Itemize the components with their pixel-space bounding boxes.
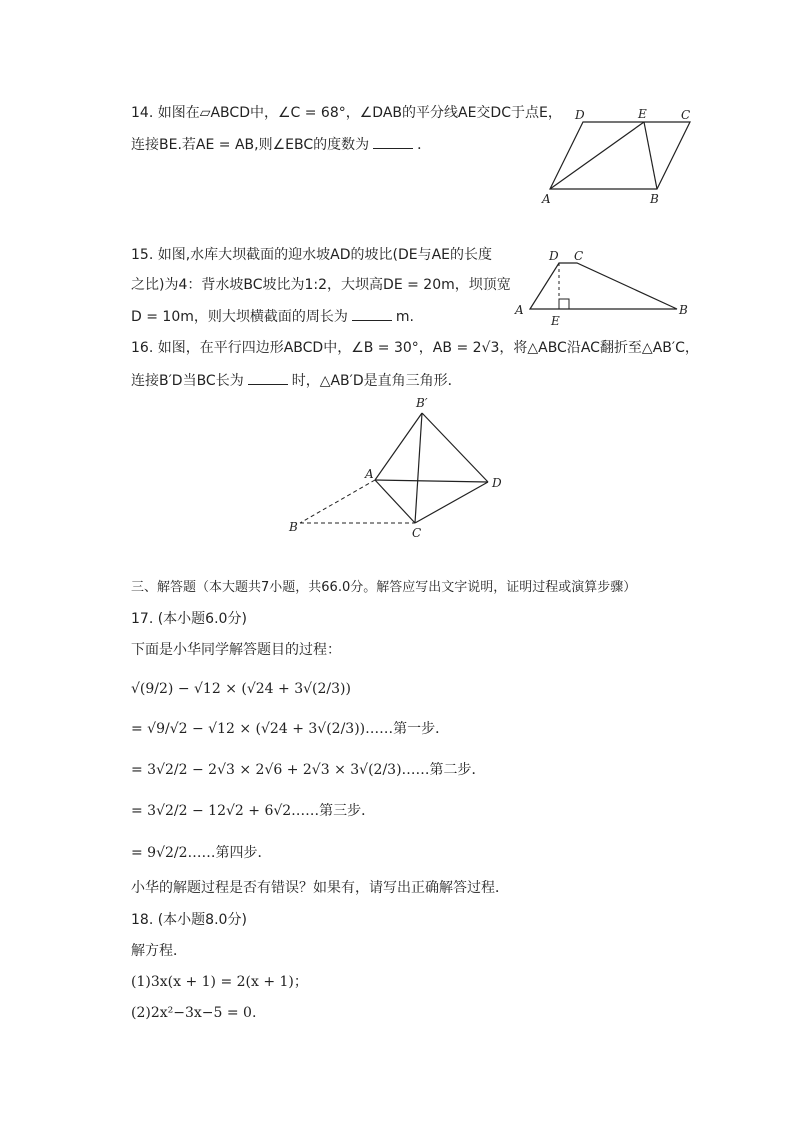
q15-line3-unit: m. xyxy=(395,309,414,325)
q14-line2 xyxy=(131,134,431,155)
q15-line3 xyxy=(131,306,414,327)
q18-equation-1: (1)3x(x + 1) = 2(x + 1)； xyxy=(131,974,308,990)
q17-question: 小华的解题过程是否有错误？如果有，请写出正确解答过程． xyxy=(131,880,509,896)
label-b: B xyxy=(289,520,298,534)
q15-dam-figure xyxy=(510,245,695,330)
q18-intro: 解方程． xyxy=(131,943,187,959)
q18-head: 18. (本小题8.0分) xyxy=(131,912,247,928)
label-e: E xyxy=(551,314,560,328)
segment-ab-prime xyxy=(375,413,422,480)
q14-line2-text: 连接BE.若AE = AB,则∠EBC的度数为 xyxy=(131,137,370,153)
label-b: B xyxy=(679,303,688,317)
q14-answer-blank[interactable] xyxy=(373,134,413,149)
label-c: C xyxy=(412,526,422,540)
q15-line1: 15. 如图,水库大坝截面的迎水坡AD的坡比(DE与AE的长度 xyxy=(131,247,493,263)
q17-intro: 下面是小华同学解答题目的过程： xyxy=(131,642,341,658)
parallelogram-abcd xyxy=(550,122,690,189)
q14-line2-end: ． xyxy=(417,137,432,153)
section-heading: 三、解答题（本大题共7小题，共66.0分。解答应写出文字说明，证明过程或演算步骤） xyxy=(131,580,637,595)
label-a: A xyxy=(542,192,551,206)
q17-head: 17. (本小题6.0分) xyxy=(131,611,247,627)
q17-step1: = √9/√2 − √12 × (√24 + 3√(2/3))……第一步． xyxy=(131,721,450,737)
q14-parallelogram-figure xyxy=(535,103,695,208)
segment-b-prime-d xyxy=(422,413,488,482)
q16-line2 xyxy=(131,370,462,391)
label-d: D xyxy=(575,108,585,122)
q16-fold-figure xyxy=(285,393,510,543)
label-b: B xyxy=(650,192,659,206)
label-c: C xyxy=(574,249,584,263)
label-b-prime: B′ xyxy=(416,396,428,410)
q15-line2: 之比)为4：背水坡BC坡比为1:2，大坝高DE = 20m，坝顶宽 xyxy=(131,277,511,293)
label-d: D xyxy=(492,476,502,490)
q16-line2-text: 连接B′D当BC长为 xyxy=(131,373,244,389)
segment-cd xyxy=(415,482,488,523)
q15-answer-blank[interactable] xyxy=(352,306,392,321)
q16-answer-blank[interactable] xyxy=(248,370,288,385)
q17-step2: = 3√2/2 − 2√3 × 2√6 + 2√3 × 3√(2/3)……第二步． xyxy=(131,762,486,778)
label-a: A xyxy=(365,467,374,481)
segment-b-prime-c xyxy=(415,413,422,523)
q16-line2-end: 时，△AB′D是直角三角形． xyxy=(291,373,462,389)
label-c: C xyxy=(681,108,691,122)
dam-trapezoid xyxy=(530,263,677,309)
q16-line1: 16. 如图，在平行四边形ABCD中，∠B = 30°，AB = 2√3，将△ABC沿AC翻折至△AB′C， xyxy=(131,340,699,356)
right-angle-mark xyxy=(559,299,569,309)
q18-equation-2: (2)2x²−3x−5 = 0. xyxy=(131,1005,257,1021)
q15-line3-text: D = 10m，则大坝横截面的周长为 xyxy=(131,309,348,325)
segment-be xyxy=(644,122,657,189)
label-a: A xyxy=(515,303,524,317)
segment-ad xyxy=(375,480,488,482)
label-e: E xyxy=(638,107,647,121)
segment-ae xyxy=(550,122,644,189)
q14-line1: 14. 如图在▱ABCD中，∠C = 68°，∠DAB的平分线AE交DC于点E， xyxy=(131,105,562,121)
q17-step3: = 3√2/2 − 12√2 + 6√2……第三步． xyxy=(131,803,376,819)
q17-step4: = 9√2/2……第四步． xyxy=(131,845,272,861)
label-d: D xyxy=(549,249,559,263)
segment-ab-dashed xyxy=(300,480,375,523)
q17-expression: √(9/2) − √12 × (√24 + 3√(2/3)) xyxy=(131,681,351,697)
segment-ac xyxy=(375,480,415,523)
